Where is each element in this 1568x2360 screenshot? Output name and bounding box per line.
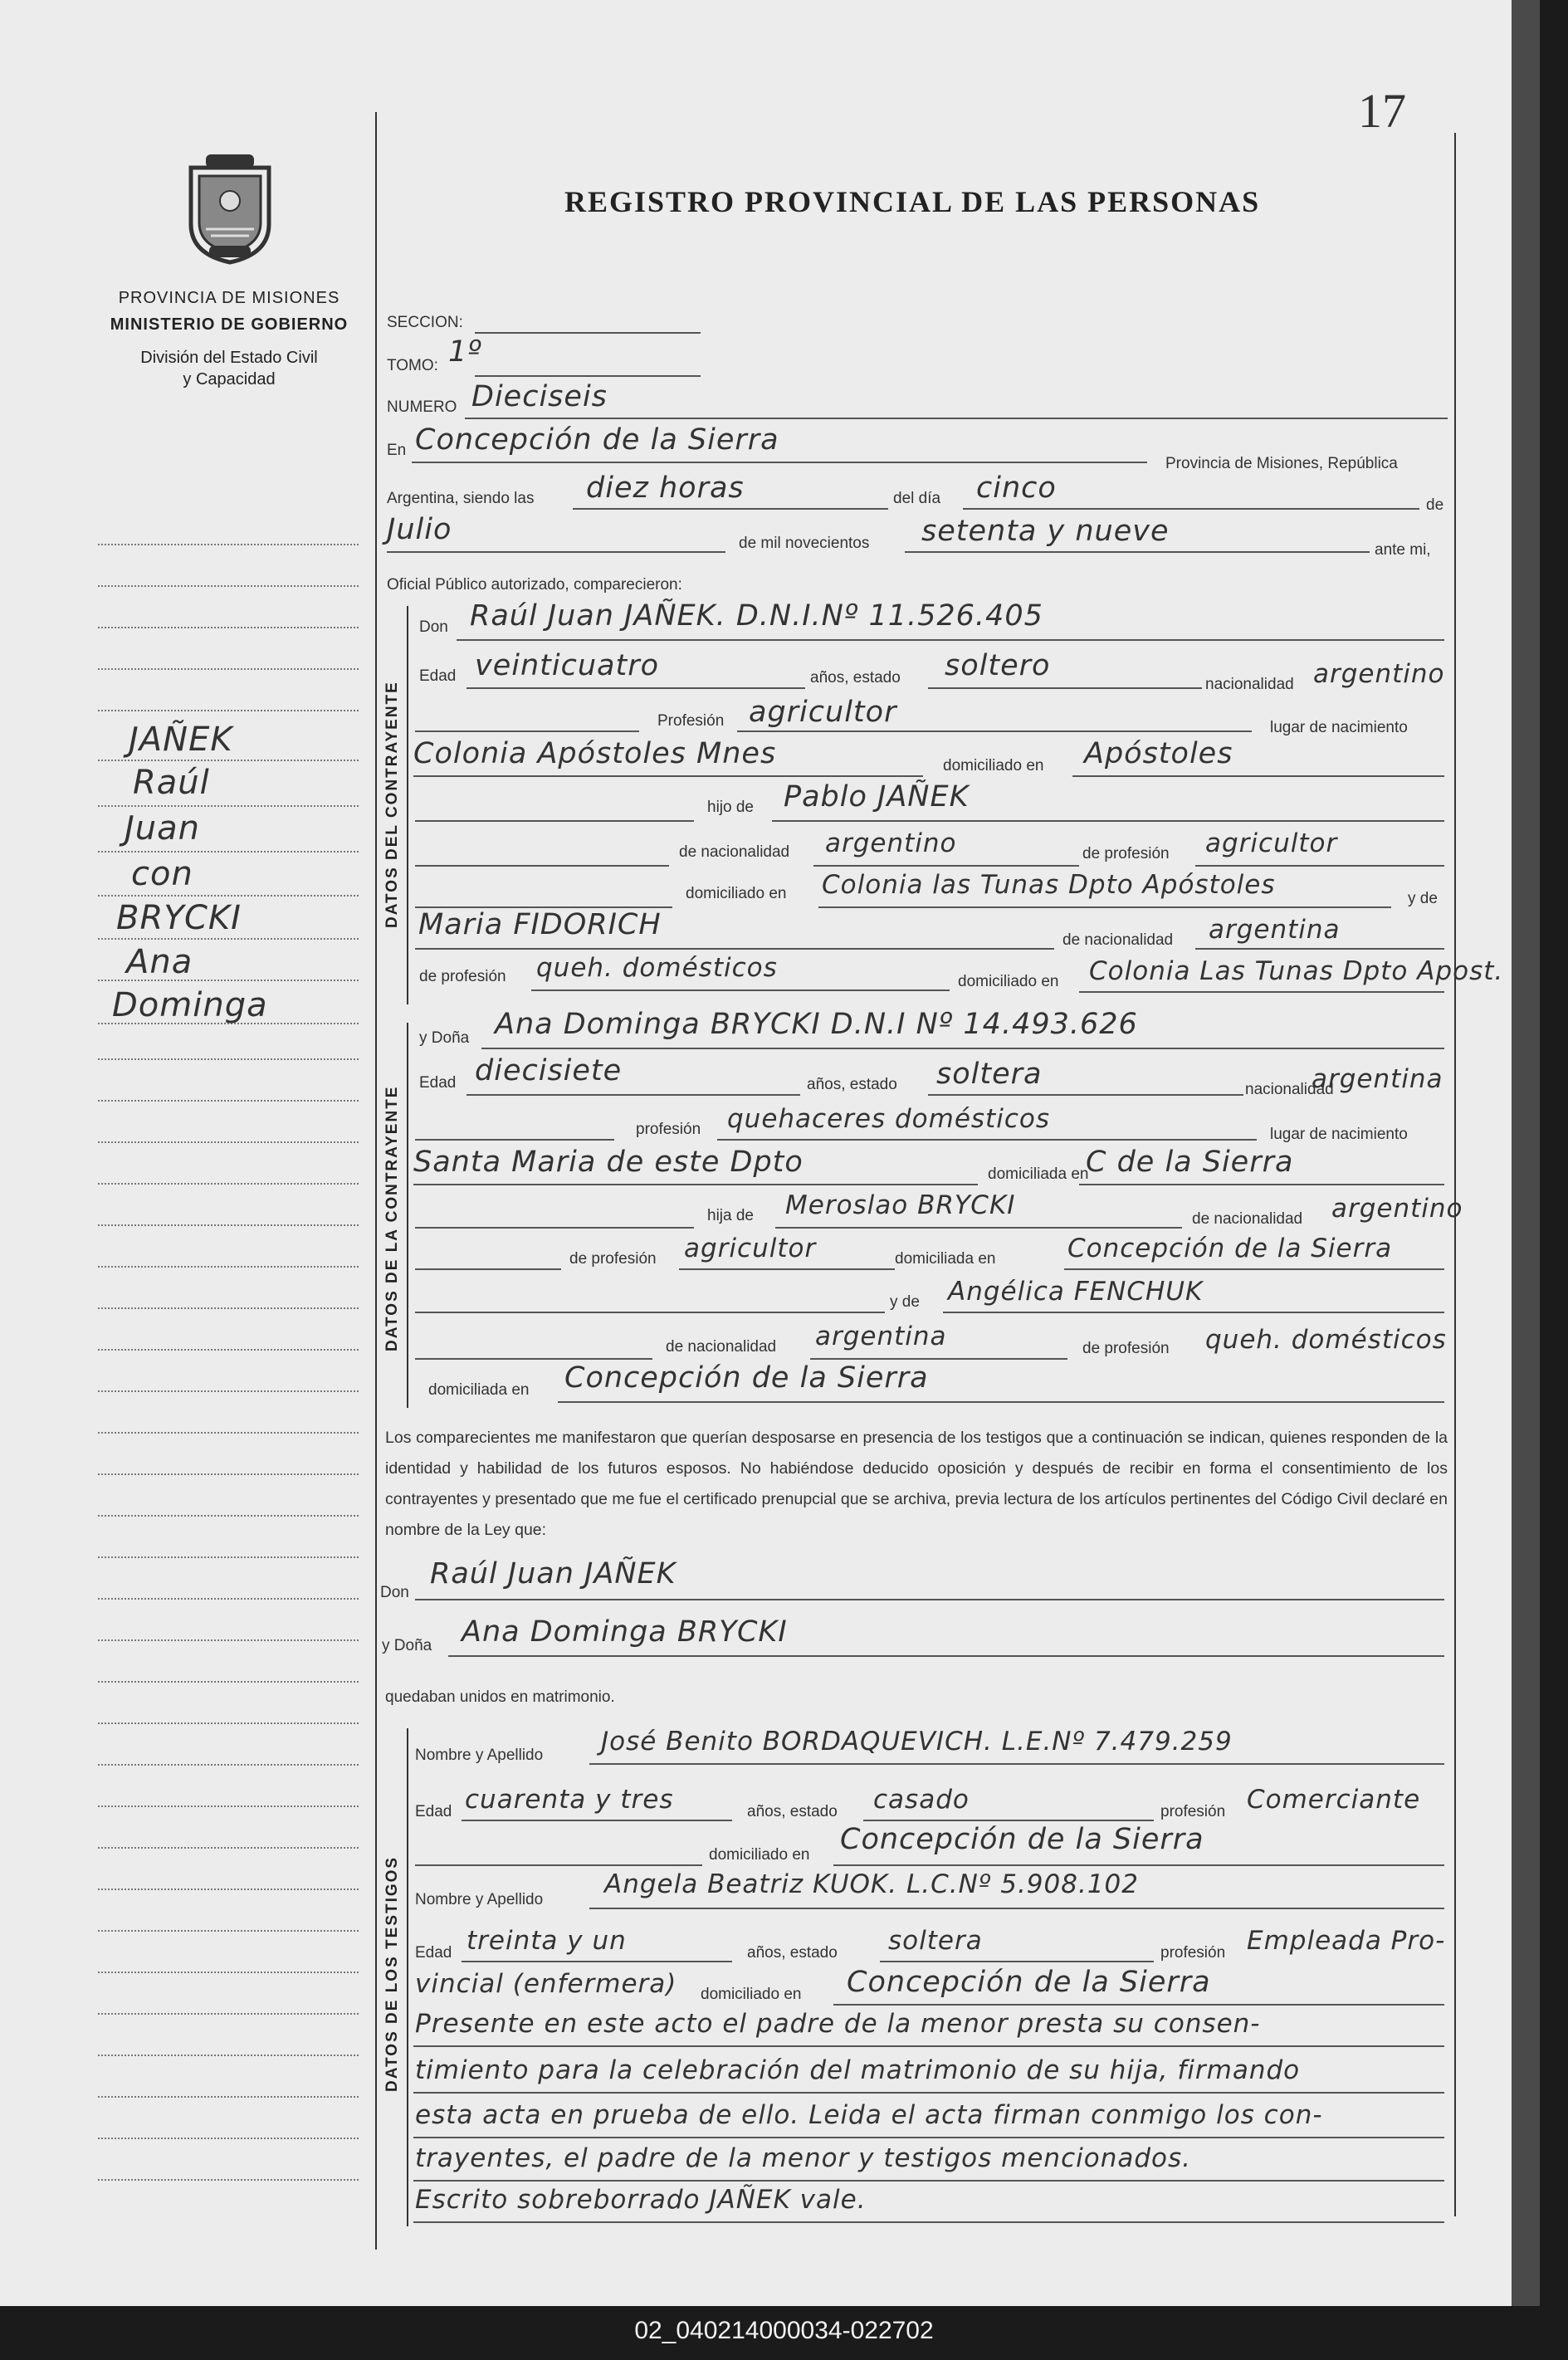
contrayente-edad: veinticuatro <box>475 649 659 682</box>
dona-line <box>481 1048 1444 1049</box>
province-label: PROVINCIA DE MISIONES <box>118 289 340 307</box>
registry-title: REGISTRO PROVINCIAL DE LAS PERSONAS <box>564 185 1261 218</box>
testigo2-domicilio: Concepción de la Sierra <box>847 1966 1211 1999</box>
contrayente-padre-nac: argentino <box>825 828 957 858</box>
contrayente-estado: soltero <box>945 649 1051 682</box>
padre-prof-label: de profesión <box>1082 845 1170 862</box>
statement-paragraph: Los comparecientes me manifestaron que querían desposarse en presencia de los testigos que a continuación se indican, quienes responden de la identidad y habilidad de los futuros esposos. No habiéndose deducido oposición y después de recibir en forma el consentimiento de los contrayentes y presentado que me fue el certificado prenupcial que se archiva, previa lectura de los artículos pertinentes del Código Civil declaré en nombre de la Ley que: <box>385 1429 1448 1539</box>
margin-dotline <box>98 1805 359 1807</box>
testigo1-domicilio: Concepción de la Sierra <box>840 1823 1204 1856</box>
hijo-de-label: hijo de <box>707 799 754 816</box>
mes-value: Julio <box>387 513 452 546</box>
del-dia-label: del día <box>893 490 941 507</box>
madre-nac-line <box>1195 948 1444 950</box>
f-padre-line <box>775 1227 1182 1229</box>
contrayente-madre-prof: queh. domésticos <box>536 953 778 983</box>
f-anos-estado-label: años, estado <box>807 1076 897 1093</box>
margin-dotline <box>98 851 359 853</box>
contrayente-padre: Pablo JAÑEK <box>784 780 970 814</box>
seccion-line <box>475 332 701 334</box>
margin-dotline <box>98 1598 359 1600</box>
f-madre-prof-label: de profesión <box>1082 1340 1170 1357</box>
contrayente-domicilio: Apóstoles <box>1084 737 1233 770</box>
union-don-line <box>415 1599 1444 1600</box>
domicilio-line <box>1072 775 1444 777</box>
margin-dotline <box>98 1515 359 1517</box>
f-madre-nac-label: de nacionalidad <box>666 1338 777 1356</box>
contrayente-f-padre-nac: argentino <box>1331 1194 1463 1224</box>
padre-dom-label: domiciliado en <box>686 885 787 902</box>
testigo2-profesion-2: vincial (enfermera) <box>415 1969 677 1999</box>
f-lugar-nac-label: lugar de nacimiento <box>1270 1126 1408 1143</box>
f-padre-dom-line <box>1064 1268 1444 1270</box>
testigo2-edad: treinta y un <box>466 1926 627 1956</box>
de-mil-label: de mil novecientos <box>739 535 870 552</box>
union-don-name: Raúl Juan JAÑEK <box>430 1557 677 1590</box>
t1-nombre-line <box>589 1763 1444 1765</box>
margin-note-line: Ana <box>126 943 193 981</box>
contrayente-madre: Maria FIDORICH <box>418 908 662 941</box>
contrayente-madre-nac: argentina <box>1209 915 1341 945</box>
lugar-line <box>412 462 1147 463</box>
testigo1-edad: cuarenta y tres <box>465 1785 674 1815</box>
contrayente-f-padre: Meroslao BRYCKI <box>785 1190 1016 1220</box>
padre-dom-line <box>818 906 1391 908</box>
division-label <box>96 347 362 390</box>
provincia-label: Provincia de Misiones, República <box>1165 455 1398 472</box>
ministry-label: MINISTERIO DE GOBIERNO <box>110 315 349 334</box>
t2-profesion-label: profesión <box>1160 1944 1226 1962</box>
t1-edad-label: Edad <box>415 1803 452 1820</box>
t2-edad-label: Edad <box>415 1944 452 1962</box>
padre-nac-line <box>813 865 1079 867</box>
contrayente-profesion: agricultor <box>749 696 897 729</box>
madre-dom-line <box>1079 991 1444 993</box>
margin-dotline <box>98 1224 359 1226</box>
numero-label: NUMERO <box>387 398 457 416</box>
quedaban-label: quedaban unidos en matrimonio. <box>385 1688 615 1706</box>
f-domicilio-line <box>1079 1184 1444 1185</box>
note-underline-2 <box>413 2092 1444 2094</box>
dia-value: cinco <box>976 472 1057 505</box>
margin-note-line: Dominga <box>112 986 268 1024</box>
nacionalidad-label: nacionalidad <box>1205 676 1294 693</box>
anio-line <box>905 551 1370 553</box>
margin-dotline <box>98 1266 359 1268</box>
note-line-2: timiento para la celebración del matrimonio de su hija, firmando <box>415 2055 1301 2085</box>
contrayente-f-estado: soltera <box>936 1058 1043 1091</box>
contrayente-nacionalidad: argentino <box>1313 659 1445 689</box>
t2-domiciliado-label: domiciliado en <box>701 1986 802 2003</box>
margin-dotline <box>98 1681 359 1683</box>
margin-note-line: Juan <box>125 809 201 848</box>
dia-line <box>963 508 1419 510</box>
union-dona-name: Ana Dominga BRYCKI <box>462 1615 788 1649</box>
f-padre-prof-line <box>679 1268 895 1270</box>
testigos-section-label: DATOS DE LOS TESTIGOS <box>383 1855 401 2092</box>
margin-dotline <box>98 2096 359 2098</box>
f-padre-nac-label: de nacionalidad <box>1192 1210 1303 1228</box>
f-madre-dom-line <box>558 1401 1444 1403</box>
margin-note-line: JAÑEK <box>129 721 233 759</box>
madre-prof-label: de profesión <box>419 968 506 985</box>
estado-line <box>928 687 1202 689</box>
f-edad-line <box>466 1094 800 1096</box>
anos-estado-label: años, estado <box>810 669 901 687</box>
f-profesion-pre-line <box>415 1139 614 1141</box>
hijo-pre-line <box>415 820 694 822</box>
hora-value: diez horas <box>586 472 745 505</box>
margin-dotline <box>98 895 359 897</box>
tomo-line <box>475 375 701 377</box>
t1-estado-line <box>863 1820 1154 1821</box>
margin-note-line: con <box>131 855 193 893</box>
oficial-label: Oficial Público autorizado, comparecieron: <box>387 576 682 594</box>
t2-anos-label: años, estado <box>747 1944 838 1962</box>
division-line-2: y Capacidad <box>183 370 276 388</box>
t1-edad-line <box>462 1820 732 1821</box>
contrayente-f-madre-dom: Concepción de la Sierra <box>564 1361 929 1395</box>
book-edge <box>1512 0 1540 2306</box>
margin-dotline <box>98 1432 359 1434</box>
testigo1-name: José Benito BORDAQUEVICH. L.E.Nº 7.479.259 <box>601 1727 1233 1757</box>
testigos-bracket <box>407 1728 408 2226</box>
margin-dotline <box>98 1183 359 1185</box>
margin-dotline <box>98 544 359 545</box>
hija-pre-line <box>415 1227 694 1229</box>
f-edad-label: Edad <box>419 1074 457 1092</box>
f-padre-prof-pre-line <box>415 1268 561 1270</box>
margin-note-line: Raúl <box>133 764 210 802</box>
margin-dotline <box>98 710 359 711</box>
tomo-value: 1º <box>448 335 482 369</box>
contrayente-bracket <box>407 606 408 1004</box>
contrayente-lugar-nac: Colonia Apóstoles Mnes <box>413 737 777 770</box>
madre-prof-line <box>531 989 950 991</box>
t1-profesion-label: profesión <box>1160 1803 1226 1820</box>
f-madre-pre-line <box>415 1312 885 1313</box>
margin-dotline <box>98 1556 359 1558</box>
page-number: 17 <box>1358 84 1406 138</box>
f-profesion-label: profesión <box>636 1121 701 1138</box>
f-padre-prof-label: de profesión <box>569 1250 657 1268</box>
mes-line <box>387 551 725 553</box>
margin-dotline <box>98 1307 359 1309</box>
hija-de-label: hija de <box>707 1207 754 1224</box>
margin-dotline <box>98 760 359 761</box>
padre-nac-pre-line <box>415 865 669 867</box>
note-underline-1 <box>413 2045 1444 2047</box>
t1-nombre-label: Nombre y Apellido <box>415 1747 544 1764</box>
edad-label: Edad <box>419 667 457 685</box>
contrayente-f-name: Ana Dominga BRYCKI D.N.I Nº 14.493.626 <box>495 1008 1138 1041</box>
argentina-label: Argentina, siendo las <box>387 490 535 507</box>
testigo2-profesion-1: Empleada Pro- <box>1247 1926 1446 1956</box>
f-domiciliada-label: domiciliada en <box>988 1165 1089 1183</box>
f-madre-line <box>943 1312 1444 1313</box>
testigo2-name: Angela Beatriz KUOK. L.C.Nº 5.908.102 <box>604 1869 1139 1899</box>
f-y-de-label: y de <box>890 1293 920 1311</box>
testigo1-profesion: Comerciante <box>1247 1785 1421 1815</box>
contrayente-f-madre: Angélica FENCHUK <box>948 1277 1204 1307</box>
profesion-pre-line <box>415 730 639 732</box>
t1-dom-line <box>833 1864 1444 1866</box>
contrayente-f-lugar-nac: Santa Maria de este Dpto <box>413 1146 804 1179</box>
f-estado-line <box>928 1094 1243 1096</box>
contrayente-f-padre-dom: Concepción de la Sierra <box>1067 1234 1393 1263</box>
f-lugar-nac-line <box>413 1184 978 1185</box>
padre-nac-label: de nacionalidad <box>679 843 790 861</box>
t1-dom-pre-line <box>415 1864 702 1866</box>
margin-dotline <box>98 627 359 628</box>
right-border <box>1454 133 1456 2216</box>
lugar-nac-label: lugar de nacimiento <box>1270 719 1408 736</box>
margin-dotline <box>98 938 359 940</box>
contrayente-section-label: DATOS DEL CONTRAYENTE <box>383 681 401 928</box>
madre-line <box>415 948 1054 950</box>
madre-dom-label: domiciliado en <box>958 973 1059 990</box>
domiciliado-label: domiciliado en <box>943 757 1044 774</box>
union-dona-line <box>448 1655 1444 1657</box>
note-line-4: trayentes, el padre de la menor y testigos mencionados. <box>415 2143 1191 2173</box>
margin-dotline <box>98 1639 359 1641</box>
seccion-label: SECCION: <box>387 314 463 331</box>
margin-divider <box>375 112 377 2250</box>
numero-value: Dieciseis <box>471 380 608 413</box>
division-line-1: División del Estado Civil <box>140 349 318 367</box>
margin-dotline <box>98 1764 359 1766</box>
note-line-5: Escrito sobreborrado JAÑEK vale. <box>415 2185 867 2215</box>
note-underline-3 <box>413 2137 1444 2138</box>
t2-dom-line <box>833 2004 1444 2006</box>
padre-line <box>772 820 1444 822</box>
note-line-3: esta acta en prueba de ello. Leida el acta firman conmigo los con- <box>415 2100 1323 2130</box>
hora-line <box>573 508 888 510</box>
margin-dotline <box>98 668 359 670</box>
note-underline-5 <box>413 2221 1444 2223</box>
margin-dotline <box>98 2179 359 2181</box>
contrayente-padre-prof: agricultor <box>1205 828 1338 858</box>
t2-nombre-line <box>589 1908 1444 1909</box>
note-underline-4 <box>413 2180 1444 2182</box>
en-label: En <box>387 442 407 459</box>
contrayente-f-profesion: quehaceres domésticos <box>727 1104 1050 1134</box>
edad-line <box>466 687 805 689</box>
tomo-label: TOMO: <box>387 357 438 374</box>
margin-dotline <box>98 1141 359 1143</box>
union-dona-label: y Doña <box>382 1637 432 1654</box>
t2-estado-line <box>880 1961 1154 1962</box>
contrayente-madre-dom: Colonia Las Tunas Dpto Apost. <box>1089 956 1504 986</box>
margin-dotline <box>98 1390 359 1392</box>
de-label: de <box>1426 496 1444 514</box>
lugar-value: Concepción de la Sierra <box>415 423 779 457</box>
contrayente-f-section-label: DATOS DE LA CONTRAYENTE <box>383 1085 401 1351</box>
note-line-1: Presente en este acto el padre de la menor presta su consen- <box>415 2009 1261 2039</box>
f-madre-nac-pre-line <box>415 1358 652 1360</box>
padre-prof-line <box>1195 865 1444 867</box>
margin-dotline <box>98 1473 359 1475</box>
contrayente-f-edad: diecisiete <box>475 1054 623 1087</box>
don-line <box>457 639 1444 641</box>
margin-dotline <box>98 1349 359 1351</box>
f-profesion-line <box>717 1139 1257 1141</box>
margin-dotline <box>98 585 359 587</box>
testigo1-estado: casado <box>873 1785 970 1815</box>
margin-dotline <box>98 1930 359 1932</box>
margin-dotline <box>98 1058 359 1060</box>
margin-dotline <box>98 1100 359 1102</box>
contrayente-f-madre-prof: queh. domésticos <box>1205 1325 1447 1355</box>
province-seal-icon <box>181 149 279 266</box>
anio-value: setenta y nueve <box>921 515 1170 548</box>
margin-dotline <box>98 2013 359 2015</box>
scan-id-footer: 02_040214000034-022702 <box>0 2306 1568 2360</box>
contrayente-f-bracket <box>407 1023 408 1408</box>
f-madre-dom-label: domiciliada en <box>428 1381 530 1399</box>
contrayente-f-nacionalidad: argentina <box>1312 1064 1443 1094</box>
t2-edad-line <box>462 1961 732 1962</box>
margin-note-line: BRYCKI <box>116 899 242 937</box>
testigo2-estado: soltera <box>888 1926 983 1956</box>
t1-anos-label: años, estado <box>747 1803 838 1820</box>
lugar-nac-line <box>413 775 923 777</box>
margin-dotline <box>98 1888 359 1890</box>
contrayente-name: Raúl Juan JAÑEK. D.N.I.Nº 11.526.405 <box>470 599 1043 633</box>
y-dona-label: y Doña <box>419 1029 470 1047</box>
ante-mi-label: ante mi, <box>1375 541 1431 559</box>
contrayente-f-padre-prof: agricultor <box>684 1234 817 1263</box>
margin-dotline <box>98 805 359 807</box>
contrayente-f-madre-nac: argentina <box>815 1322 947 1351</box>
f-padre-dom-label: domiciliada en <box>895 1250 996 1268</box>
union-don-label: Don <box>380 1584 409 1601</box>
margin-dotline <box>98 1972 359 1973</box>
don-label: Don <box>419 618 448 636</box>
t2-nombre-label: Nombre y Apellido <box>415 1891 544 1908</box>
margin-dotline <box>98 2138 359 2139</box>
numero-line <box>465 418 1448 419</box>
t1-domiciliado-label: domiciliado en <box>709 1846 810 1864</box>
profesion-line <box>737 730 1252 732</box>
margin-dotline <box>98 1847 359 1849</box>
margin-dotline <box>98 1722 359 1724</box>
madre-nac-label: de nacionalidad <box>1062 931 1174 949</box>
f-nacionalidad-label: nacionalidad <box>1245 1081 1334 1098</box>
y-de-label: y de <box>1408 890 1438 907</box>
contrayente-padre-dom: Colonia las Tunas Dpto Apóstoles <box>822 870 1276 900</box>
f-madre-nac-line <box>810 1358 1067 1360</box>
margin-dotline <box>98 2055 359 2056</box>
contrayente-f-domicilio: C de la Sierra <box>1086 1146 1294 1179</box>
profesion-label: Profesión <box>657 712 725 730</box>
